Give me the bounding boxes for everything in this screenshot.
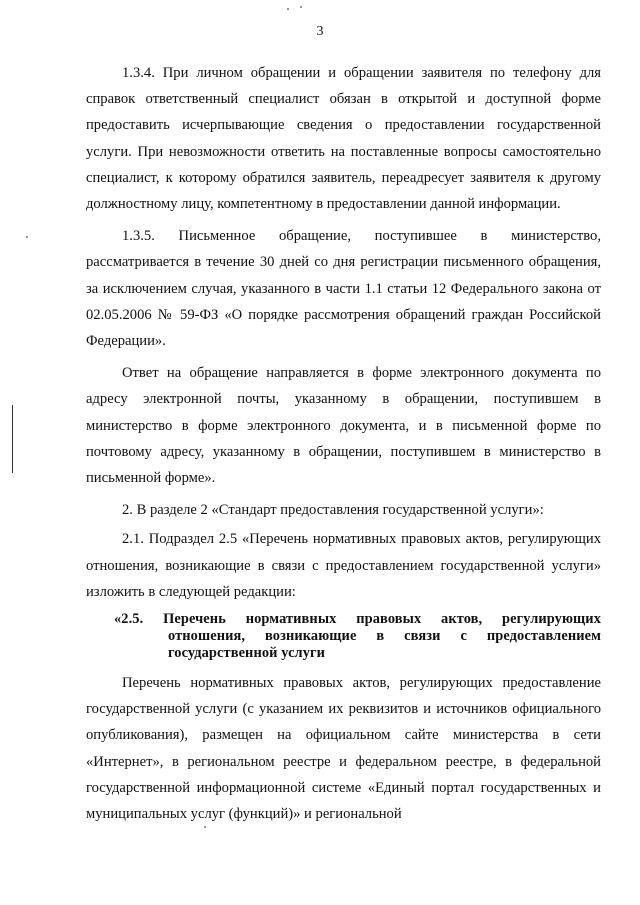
scan-speck — [204, 826, 206, 828]
document-body — [86, 60, 601, 833]
scan-speck — [287, 8, 289, 10]
paragraph-section-2: 2. В разделе 2 «Стандарт предоставления государственной услуги»: — [122, 502, 544, 519]
paragraph-1-3-5: 1.3.5. Письменное обращение, поступившее в министерство, рассматривается в течение 30 дней со дня регистрации письменного обращения, за исключением случая, указанного в части 1.1 статьи 12 Федерального закона от 02.05.2006 № 59-ФЗ «О порядке рассмотрения обращений граждан Российской Федерации». — [86, 228, 601, 350]
paragraph-list-of-acts: Перечень нормативных правовых актов, регулирующих предоставление государственной услуги (с указанием их реквизитов и источников официального опубликования), размещен на официальном сайте министерства в сети «Интернет», в региональном реестре и федеральном реестре, в федеральной государственной информационной системе «Единый портал государственных и муниципальных услуг (функций)» и региональной — [86, 675, 601, 823]
paragraph-response: Ответ на обращение направляется в форме электронного документа по адресу электронной почты, указанному в обращении, поступившем в министерство в форме электронного документа, и в письменной форме по почтовому адресу, указанному в обращении, поступившем в министерство в письменной форме». — [86, 365, 601, 487]
margin-scan-line — [12, 405, 13, 473]
paragraph-2-1: 2.1. Подраздел 2.5 «Перечень нормативных правовых актов, регулирующих отношения, возникающие в связи с предоставлением государственной услуги» изложить в следующей редакции: — [86, 531, 601, 600]
subsection-heading-2-5: «2.5. Перечень нормативных правовых актов, регулирующих отношения, возникающие в связи с предоставлением государственной услуги — [114, 611, 601, 662]
page-number: 3 — [316, 24, 324, 39]
scan-speck — [26, 236, 28, 238]
paragraph-1-3-4: 1.3.4. При личном обращении и обращении заявителя по телефону для справок ответственный специалист обязан в открытой и доступной форме предоставить исчерпывающие сведения о предоставлении государственной услуги. При невозможности ответить на поставленные вопросы самостоятельно специалист, к которому обратился заявитель, переадресует заявителя к другому должностному лицу, компетентному в предоставлении данной информации. — [86, 65, 601, 213]
scan-speck — [300, 6, 302, 8]
